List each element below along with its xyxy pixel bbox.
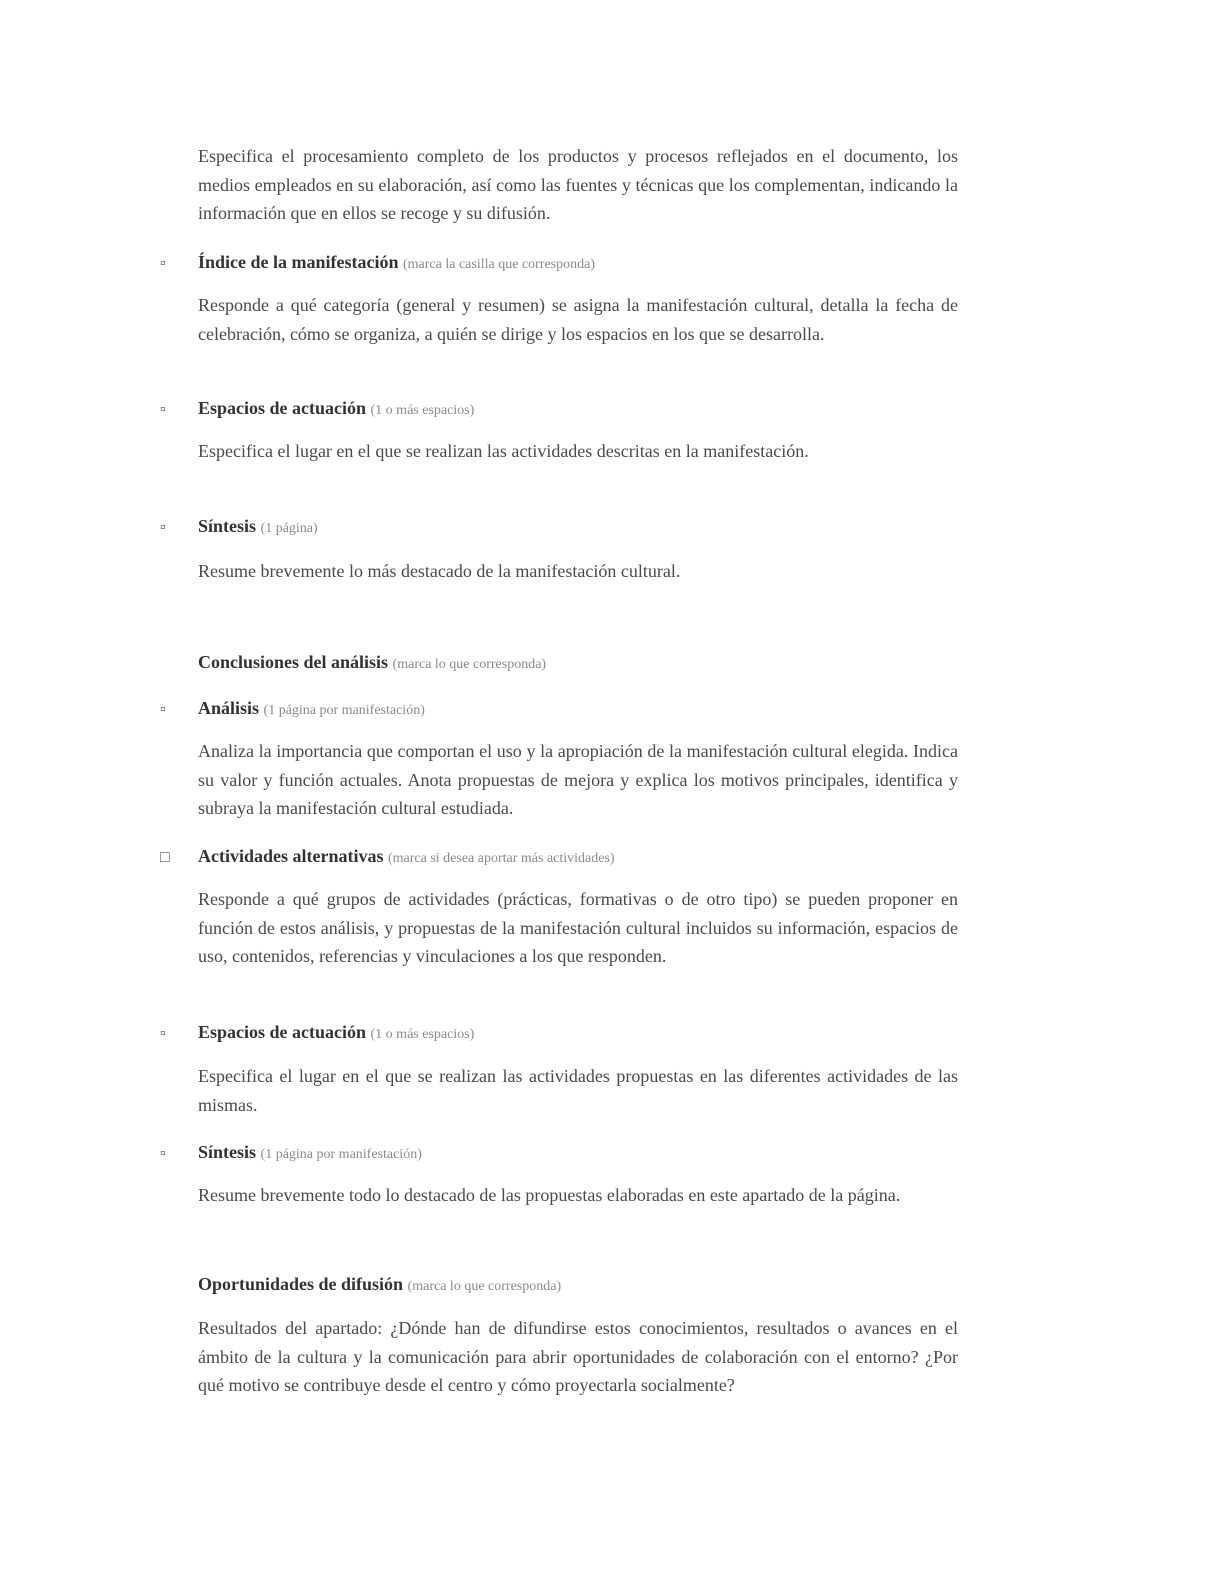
- section-heading-conclusiones: [198, 650, 958, 677]
- item-title: Análisis: [198, 698, 260, 718]
- list-item-actividades: [160, 844, 960, 871]
- item-body: Analiza la importancia que comportan el uso y la apropiación de la manifestación cultural elegida. Indica su valor y función actuales. Anota propuestas de mejora y explica los motivos principales, identifica y subraya la manifestación cultural estudiada.: [198, 741, 958, 818]
- item-body: Resume brevemente todo lo destacado de las propuestas elaboradas en este apartado de la página.: [198, 1185, 901, 1205]
- bullet-icon: ▫: [160, 519, 166, 536]
- item-note: (marca si desea aportar más actividades): [387, 851, 615, 866]
- section-title: Conclusiones del análisis: [198, 652, 389, 672]
- intro-paragraph: Especifica el procesamiento completo de los productos y procesos reflejados en el documento, los medios empleados en su elaboración, así como las fuentes y técnicas que los complementan, indicando la información que en ellos se recoge y su difusión.: [198, 146, 958, 223]
- bullet-icon: ▫: [160, 1145, 166, 1162]
- item-title: Actividades alternativas: [198, 846, 384, 866]
- item-note: (marca la casilla que corresponda): [403, 257, 596, 272]
- bullet-icon: ▫: [160, 401, 166, 418]
- section-title: Oportunidades de difusión: [198, 1274, 404, 1294]
- item-note: (1 página por manifestación): [263, 703, 425, 718]
- section-note: (marca lo que corresponda): [407, 1279, 562, 1294]
- item-note: (1 página): [260, 521, 318, 536]
- bullet-icon: ▫: [160, 1025, 166, 1042]
- list-item-sintesis-2: [160, 1140, 960, 1167]
- bullet-icon: ▫: [160, 255, 166, 272]
- item-title: Espacios de actuación: [198, 1022, 367, 1042]
- section-note: (marca lo que corresponda): [392, 657, 547, 672]
- checkbox-icon: □: [160, 849, 170, 866]
- list-item-espacios: [160, 396, 960, 423]
- section-heading-oportunidades: [198, 1272, 958, 1299]
- item-note: (1 o más espacios): [370, 1027, 475, 1042]
- list-item-sintesis: [160, 514, 960, 541]
- item-note: (1 página por manifestación): [260, 1147, 422, 1162]
- item-body: Especifica el lugar en el que se realizan las actividades propuestas en las diferentes actividades de las mismas.: [198, 1066, 958, 1115]
- section-body: Resultados del apartado: ¿Dónde han de difundirse estos conocimientos, resultados o avances en el ámbito de la cultura y la comunicación para abrir oportunidades de colaboración con el entorno? ¿Por qué motivo se contribuye desde el centro y cómo proyectarla socialmente?: [198, 1318, 958, 1395]
- list-item-indice: [160, 250, 960, 277]
- item-body: Especifica el lugar en el que se realizan las actividades descritas en la manifestación.: [198, 441, 809, 461]
- item-title: Síntesis: [198, 1142, 257, 1162]
- list-item-espacios-2: [160, 1020, 960, 1047]
- item-title: Índice de la manifestación: [198, 252, 399, 272]
- bullet-icon: ▫: [160, 701, 166, 718]
- item-body: Resume brevemente lo más destacado de la manifestación cultural.: [198, 561, 681, 581]
- item-title: Espacios de actuación: [198, 398, 367, 418]
- list-item-analisis: [160, 696, 960, 723]
- item-body: Responde a qué categoría (general y resumen) se asigna la manifestación cultural, detalla la fecha de celebración, cómo se organiza, a quién se dirige y los espacios en los que se desarrolla.: [198, 295, 958, 344]
- item-title: Síntesis: [198, 516, 257, 536]
- item-note: (1 o más espacios): [370, 403, 475, 418]
- item-body: Responde a qué grupos de actividades (prácticas, formativas o de otro tipo) se pueden proponer en función de estos análisis, y propuestas de la manifestación cultural incluidos su información, espacios de uso, contenidos, referencias y vinculaciones a los que responden.: [198, 889, 958, 966]
